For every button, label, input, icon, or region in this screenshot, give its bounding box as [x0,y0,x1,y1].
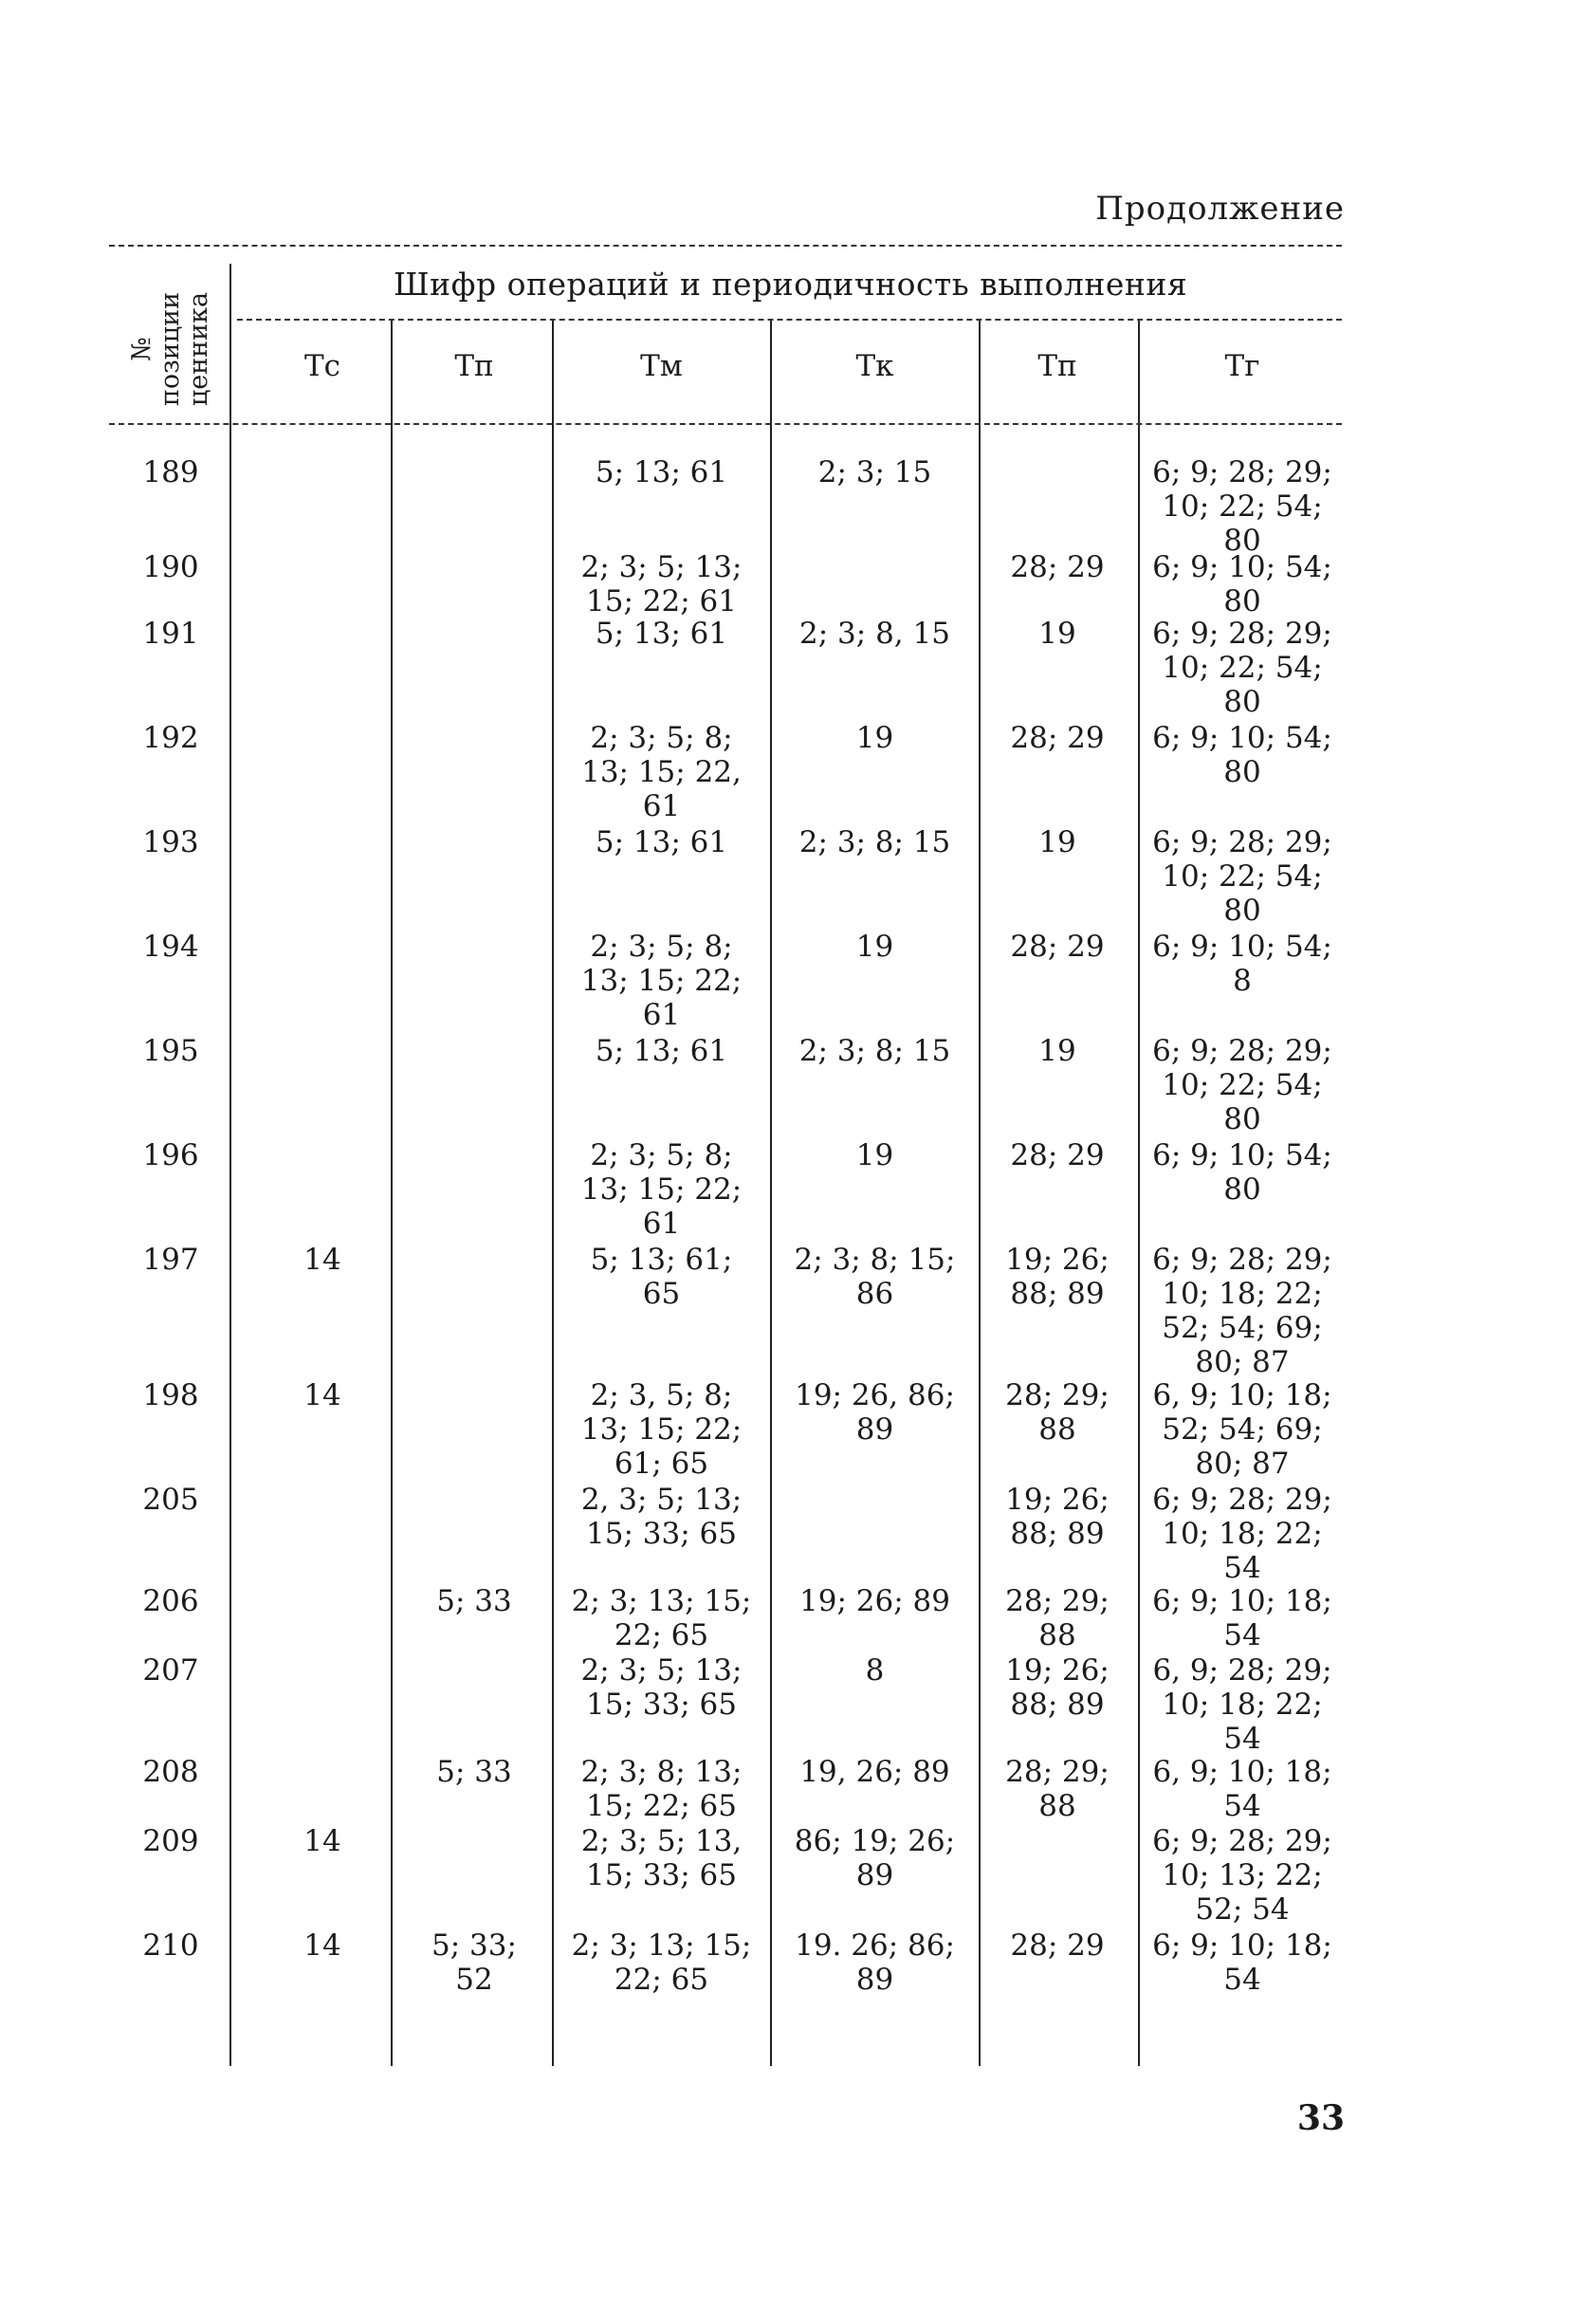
cell-tk: 19, 26; 89 [799,1755,950,1789]
cell-tk: 2; 3; 8, 15 [799,617,950,651]
cell-tg: 6; 9; 10; 18; 54 [1152,1584,1332,1652]
column-divider [770,321,772,2066]
cell-tp2: 19 [1038,1034,1076,1068]
cell-tm: 2; 3; 5; 8; 13; 15; 22; 61 [580,930,743,1032]
col-header-tc: Тс [303,349,341,383]
cell-tp: 5; 33; 52 [431,1928,517,1997]
cell-tp2: 19 [1038,617,1076,651]
cell-num: 194 [142,930,199,964]
cell-num: 198 [142,1378,199,1412]
cell-tg: 6; 9; 10; 18; 54 [1152,1928,1332,1997]
cell-tc: 14 [303,1824,341,1858]
cell-tg: 6, 9; 10; 18; 52; 54; 69; 80; 87 [1152,1378,1332,1481]
col-header-tk: Тк [855,349,894,383]
cell-tk: 19 [855,930,894,964]
header-top-rule [109,245,1342,247]
cell-tp2: 19 [1038,825,1076,859]
cell-tg: 6; 9; 28; 29; 10; 22; 54; 80 [1152,455,1332,558]
cell-tm: 2; 3; 5; 13; 15; 33; 65 [580,1653,743,1722]
cell-tg: 6; 9; 28; 29; 10; 13; 22; 52; 54 [1152,1824,1332,1927]
cell-tk: 19 [855,1138,894,1172]
cell-tp2: 19; 26; 88; 89 [1005,1483,1110,1551]
cell-tk: 8 [865,1653,885,1688]
cell-tp2: 19; 26; 88; 89 [1005,1243,1110,1311]
cell-num: 209 [142,1824,199,1858]
column-divider [1138,321,1140,2066]
cell-num: 197 [142,1243,199,1277]
group-title-rule [237,319,1342,321]
cell-tg: 6; 9; 28; 29; 10; 22; 54; 80 [1152,1034,1332,1136]
cell-tg: 6; 9; 10; 54; 80 [1152,1138,1332,1207]
cell-tk: 19; 26; 89 [799,1584,950,1618]
cell-num: 195 [142,1034,199,1068]
cell-tm: 5; 13; 61 [595,617,728,651]
cell-tg: 6, 9; 28; 29; 10; 18; 22; 54 [1152,1653,1332,1756]
cell-num: 207 [142,1653,199,1688]
cell-tk: 2; 3; 8; 15 [798,1034,951,1068]
cell-tg: 6; 9; 28; 29; 10; 18; 22; 54 [1152,1483,1332,1585]
cell-tg: 6; 9; 10; 54; 80 [1152,550,1332,618]
cell-tg: 6; 9; 28; 29; 10; 18; 22; 52; 54; 69; 80; 87 [1152,1243,1332,1379]
cell-num: 206 [142,1584,199,1618]
col-header-tm: Тм [640,349,683,383]
header-bottom-rule [109,423,1342,425]
cell-num: 193 [142,825,199,859]
cell-num: 190 [142,550,199,584]
cell-num: 210 [142,1928,199,1963]
cell-tp2: 28; 29 [1010,1928,1105,1963]
col-header-tg: Тг [1224,349,1260,383]
cell-tm: 5; 13; 61 [595,455,728,489]
cell-tm: 5; 13; 61; 65 [590,1243,733,1311]
cell-tp2: 19; 26; 88; 89 [1005,1653,1110,1722]
column-divider [552,321,554,2066]
cell-tk: 2; 3; 15 [817,455,932,489]
cell-tg: 6; 9; 10; 54; 8 [1152,930,1332,998]
page-number: 33 [1296,2098,1345,2138]
cell-tc: 14 [303,1243,341,1277]
col-header-tp2: Тп [1037,349,1077,383]
cell-num: 208 [142,1755,199,1789]
cell-tm: 5; 13; 61 [595,825,728,859]
cell-tk: 19. 26; 86; 89 [795,1928,955,1997]
cell-num: 191 [142,617,199,651]
cell-tc: 14 [303,1378,341,1412]
cell-tm: 5; 13; 61 [595,1034,728,1068]
cell-tp2: 28; 29 [1010,930,1105,964]
operations-table [109,245,1342,2066]
cell-tm: 2, 3; 5; 13; 15; 33; 65 [580,1483,743,1551]
cell-tk: 19 [855,721,894,755]
column-divider [979,321,981,2066]
cell-tm: 2; 3; 8; 13; 15; 22; 65 [580,1755,743,1823]
cell-tg: 6; 9; 28; 29; 10; 22; 54; 80 [1152,617,1332,719]
cell-tp2: 28; 29 [1010,1138,1105,1172]
cell-tp2: 28; 29 [1010,550,1105,584]
cell-tk: 2; 3; 8; 15 [798,825,951,859]
cell-tm: 2; 3; 5; 8; 13; 15; 22, 61 [581,721,742,823]
cell-tm: 2; 3; 13; 15; 22; 65 [571,1928,752,1997]
cell-tm: 2; 3; 5; 13; 15; 22; 61 [580,550,743,618]
cell-tg: 6; 9; 10; 54; 80 [1152,721,1332,789]
cell-tm: 2; 3; 5; 13, 15; 33; 65 [580,1824,743,1892]
cell-tp2: 28; 29; 88 [1005,1378,1110,1447]
cell-tm: 2; 3; 13; 15; 22; 65 [571,1584,752,1652]
col-header-tp: Тп [454,349,494,383]
cell-tp2: 28; 29; 88 [1005,1584,1110,1652]
cell-tk: 19; 26, 86; 89 [795,1378,955,1447]
cell-tp2: 28; 29; 88 [1005,1755,1110,1823]
cell-num: 196 [142,1138,199,1172]
cell-tk: 2; 3; 8; 15; 86 [794,1243,956,1311]
cell-tg: 6; 9; 28; 29; 10; 22; 54; 80 [1152,825,1332,928]
cell-num: 205 [142,1483,199,1517]
cell-tk: 86; 19; 26; 89 [794,1824,956,1892]
cell-tp: 5; 33 [436,1584,512,1618]
cell-num: 189 [142,455,199,489]
cell-tp2: 28; 29 [1010,721,1105,755]
cell-tg: 6, 9; 10; 18; 54 [1152,1755,1332,1823]
cell-tm: 2; 3; 5; 8; 13; 15; 22; 61 [580,1138,743,1241]
continuation-label: Продолжение [1095,190,1345,228]
group-title: Шифр операций и периодичность выполнения [394,266,1188,303]
cell-num: 192 [142,721,199,755]
cell-tc: 14 [303,1928,341,1963]
column-divider [391,321,393,2066]
position-number-header: № позиции ценника [127,291,213,407]
cell-tp: 5; 33 [436,1755,512,1789]
cell-tm: 2; 3, 5; 8; 13; 15; 22; 61; 65 [580,1378,743,1481]
